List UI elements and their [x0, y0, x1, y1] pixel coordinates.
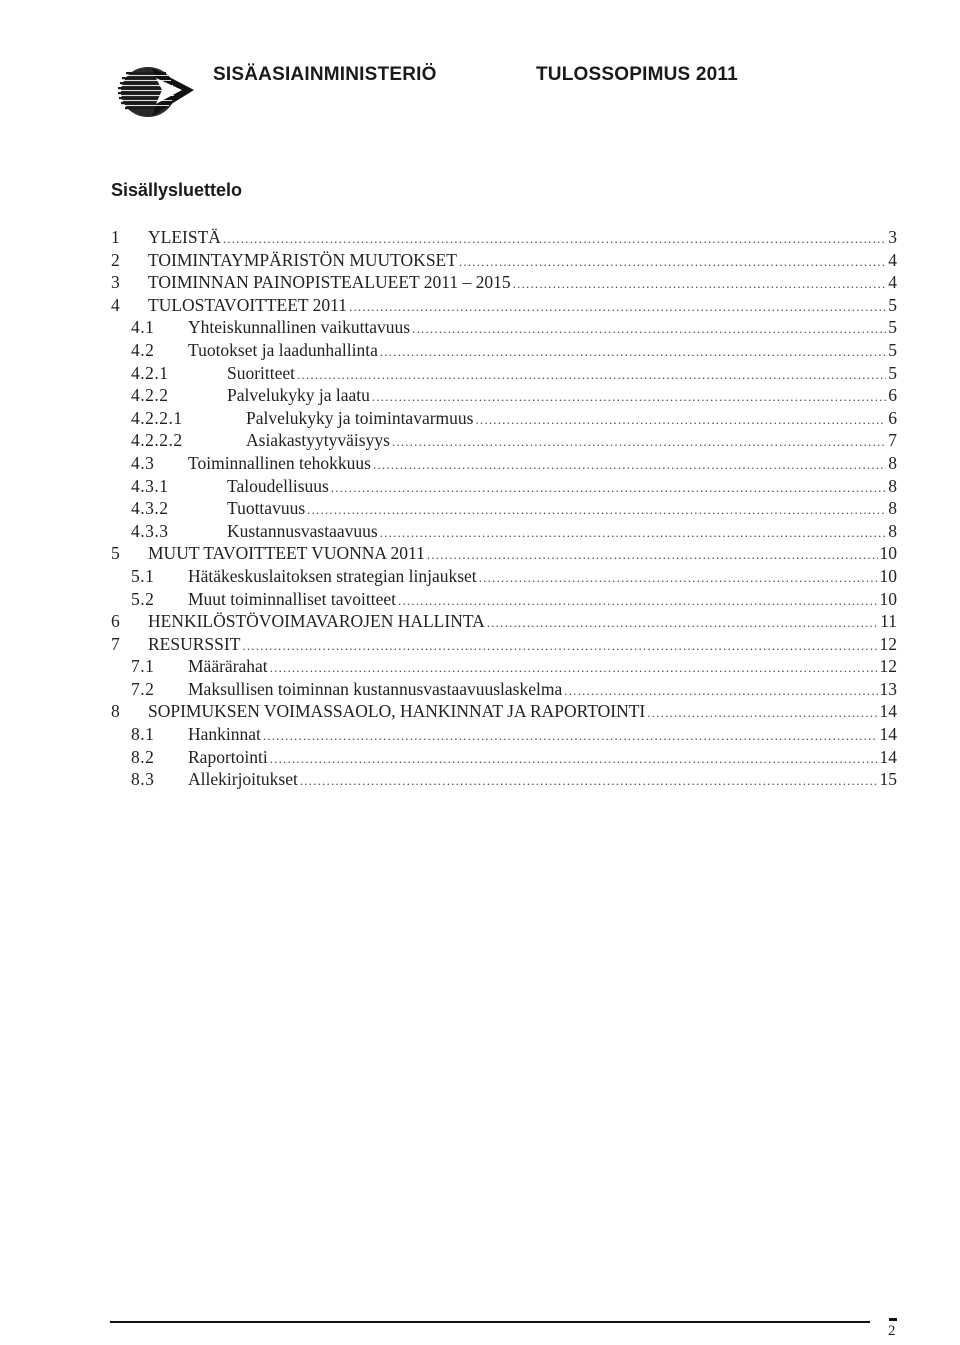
toc-dot-leader — [459, 251, 886, 274]
toc-entry-title: Määrärahat — [188, 656, 268, 677]
toc-entry-number: 8.3 — [131, 769, 155, 790]
document-title: TULOSSOPIMUS 2011 — [536, 64, 738, 85]
toc-entry-title: Taloudellisuus — [227, 475, 329, 496]
toc-entry-page: 14 — [879, 701, 897, 722]
toc-entry-number: 4.3 — [131, 452, 155, 473]
toc-entry[interactable] — [111, 542, 897, 565]
toc-entry[interactable] — [111, 768, 897, 791]
toc-dot-leader — [412, 318, 886, 341]
toc-entry-number: 4.2.2.2 — [131, 430, 183, 451]
toc-entry[interactable] — [111, 497, 897, 520]
toc-entry-number: 7 — [111, 633, 121, 654]
toc-entry[interactable] — [111, 588, 897, 611]
toc-entry-page: 11 — [880, 611, 897, 632]
toc-entry-number: 5 — [111, 543, 121, 564]
toc-entry-page: 5 — [888, 339, 897, 360]
toc-dot-leader — [513, 273, 887, 296]
toc-dot-leader — [475, 409, 886, 432]
toc-entry-number: 4.2 — [131, 339, 155, 360]
toc-entry-title: Suoritteet — [227, 362, 296, 383]
toc-dot-leader — [427, 544, 878, 567]
toc-entry-title: RESURSSIT — [148, 633, 241, 654]
toc-entry-number: 1 — [111, 227, 121, 247]
toc-entry-title: Tuottavuus — [227, 498, 306, 519]
toc-dot-leader — [564, 680, 877, 703]
toc-entry-page: 14 — [879, 746, 897, 767]
toc-dot-leader — [487, 612, 878, 635]
toc-entry[interactable] — [111, 339, 897, 362]
toc-entry-number: 8.2 — [131, 746, 155, 767]
toc-entry-title: YLEISTÄ — [148, 227, 221, 247]
toc-entry-number: 4.1 — [131, 317, 155, 338]
toc-entry-page: 5 — [888, 362, 897, 383]
toc-entry-number: 8.1 — [131, 724, 155, 745]
toc-entry-number: 4.2.2 — [131, 385, 169, 406]
toc-dot-leader — [300, 770, 878, 793]
toc-entry-title: Maksullisen toiminnan kustannusvastaavuuslaskelma — [188, 678, 563, 699]
toc-entry-title: Raportointi — [188, 746, 268, 767]
toc-dot-leader — [392, 431, 886, 454]
toc-entry-title: Toiminnallinen tehokkuus — [188, 452, 371, 473]
page-number: 2 — [888, 1323, 896, 1339]
toc-entry-page: 13 — [879, 678, 897, 699]
toc-dot-leader — [380, 522, 887, 545]
toc-entry-number: 4.3.2 — [131, 498, 169, 519]
toc-entry[interactable] — [111, 565, 897, 588]
toc-entry-page: 5 — [888, 294, 897, 315]
toc-entry-page: 10 — [879, 588, 897, 609]
toc-dot-leader — [349, 296, 886, 319]
toc-entry[interactable] — [111, 723, 897, 746]
toc-entry-number: 5.1 — [131, 565, 155, 586]
toc-entry-number: 6 — [111, 611, 121, 632]
toc-entry[interactable] — [111, 746, 897, 769]
toc-entry-number: 7.1 — [131, 656, 155, 677]
toc-entry-number: 4 — [111, 294, 121, 315]
toc-entry-title: Hankinnat — [188, 724, 261, 745]
toc-entry[interactable] — [111, 384, 897, 407]
toc-entry-page: 8 — [888, 452, 897, 473]
toc-entry-page: 6 — [888, 407, 897, 428]
toc-entry-number: 3 — [111, 272, 121, 293]
toc-entry[interactable] — [111, 655, 897, 678]
toc-entry-page: 5 — [888, 317, 897, 338]
toc-entry-page: 7 — [888, 430, 897, 451]
toc-entry-page: 8 — [888, 475, 897, 496]
toc-entry[interactable] — [111, 700, 897, 723]
toc-entry-title: Palvelukyky ja toimintavarmuus — [246, 407, 474, 428]
toc-dot-leader — [331, 477, 886, 500]
toc-entry-title: Allekirjoitukset — [188, 769, 298, 790]
toc-entry-title: TOIMINNAN PAINOPISTEALUEET 2011 – 2015 — [148, 272, 511, 293]
toc-entry-title: TULOSTAVOITTEET 2011 — [148, 294, 348, 315]
toc-heading: Sisällysluettelo — [111, 180, 243, 200]
toc-entry[interactable] — [111, 452, 897, 475]
toc-entry-title: HENKILÖSTÖVOIMAVAROJEN HALLINTA — [148, 611, 485, 632]
toc-entry-number: 2 — [111, 249, 121, 270]
toc-entry[interactable] — [111, 249, 897, 272]
toc-dot-leader — [270, 748, 878, 771]
toc-dot-leader — [263, 725, 878, 748]
toc-entry-page: 3 — [888, 227, 897, 247]
toc-entry[interactable] — [111, 226, 897, 249]
toc-entry-title: Yhteiskunnallinen vaikuttavuus — [188, 317, 411, 338]
footer-divider — [110, 1321, 870, 1323]
toc-entry-number: 8 — [111, 701, 121, 722]
toc-dot-leader — [223, 228, 886, 251]
toc-entry[interactable] — [111, 678, 897, 701]
toc-dot-leader — [398, 590, 877, 613]
toc-entry[interactable] — [111, 316, 897, 339]
table-of-contents — [111, 226, 897, 791]
toc-entry-title: MUUT TAVOITTEET VUONNA 2011 — [148, 543, 425, 564]
toc-entry-page: 12 — [879, 633, 897, 654]
toc-entry-title: Muut toiminnalliset tavoitteet — [188, 588, 397, 609]
toc-entry-title: Palvelukyky ja laatu — [227, 385, 370, 406]
toc-entry[interactable] — [111, 520, 897, 543]
toc-entry-title: Kustannusvastaavuus — [227, 520, 378, 541]
toc-entry-page: 12 — [879, 656, 897, 677]
toc-entry-page: 4 — [888, 272, 897, 293]
organization-name: SISÄASIAINMINISTERIÖ — [213, 64, 437, 85]
toc-dot-leader — [647, 702, 877, 725]
toc-entry[interactable] — [111, 271, 897, 294]
toc-dot-leader — [297, 364, 886, 387]
toc-entry-page: 6 — [888, 385, 897, 406]
toc-entry[interactable] — [111, 610, 897, 633]
toc-entry-page: 14 — [879, 724, 897, 745]
toc-entry-number: 4.2.1 — [131, 362, 169, 383]
toc-entry-number: 5.2 — [131, 588, 155, 609]
toc-entry-title: TOIMINTAYMPÄRISTÖN MUUTOKSET — [148, 249, 457, 270]
toc-entry-title: SOPIMUKSEN VOIMASSAOLO, HANKINNAT JA RAPORTOINTI — [148, 701, 646, 722]
ministry-emblem-icon — [112, 60, 202, 122]
toc-entry[interactable] — [111, 429, 897, 452]
toc-entry-page: 15 — [879, 769, 897, 790]
toc-entry-number: 4.2.2.1 — [131, 407, 183, 428]
toc-entry-page: 4 — [888, 249, 897, 270]
toc-entry-number: 4.3.1 — [131, 475, 169, 496]
toc-entry[interactable] — [111, 633, 897, 656]
toc-dot-leader — [373, 454, 886, 477]
toc-entry-page: 8 — [888, 520, 897, 541]
toc-entry-title: Tuotokset ja laadunhallinta — [188, 339, 378, 360]
toc-entry-page: 8 — [888, 498, 897, 519]
toc-entry[interactable] — [111, 294, 897, 317]
toc-dot-leader — [270, 657, 878, 680]
toc-entry-number: 4.3.3 — [131, 520, 169, 541]
toc-entry-number: 7.2 — [131, 678, 155, 699]
footer-mark — [889, 1318, 897, 1321]
toc-entry-page: 10 — [879, 565, 897, 586]
toc-entry-title: Asiakastyytyväisyys — [246, 430, 390, 451]
toc-entry[interactable] — [111, 362, 897, 385]
toc-entry-page: 10 — [879, 543, 897, 564]
toc-dot-leader — [242, 635, 877, 658]
toc-entry[interactable] — [111, 407, 897, 430]
toc-dot-leader — [372, 386, 886, 409]
toc-entry[interactable] — [111, 475, 897, 498]
toc-entry-title: Hätäkeskuslaitoksen strategian linjaukset — [188, 565, 477, 586]
toc-dot-leader — [479, 567, 878, 590]
toc-dot-leader — [307, 499, 886, 522]
toc-dot-leader — [380, 341, 886, 364]
